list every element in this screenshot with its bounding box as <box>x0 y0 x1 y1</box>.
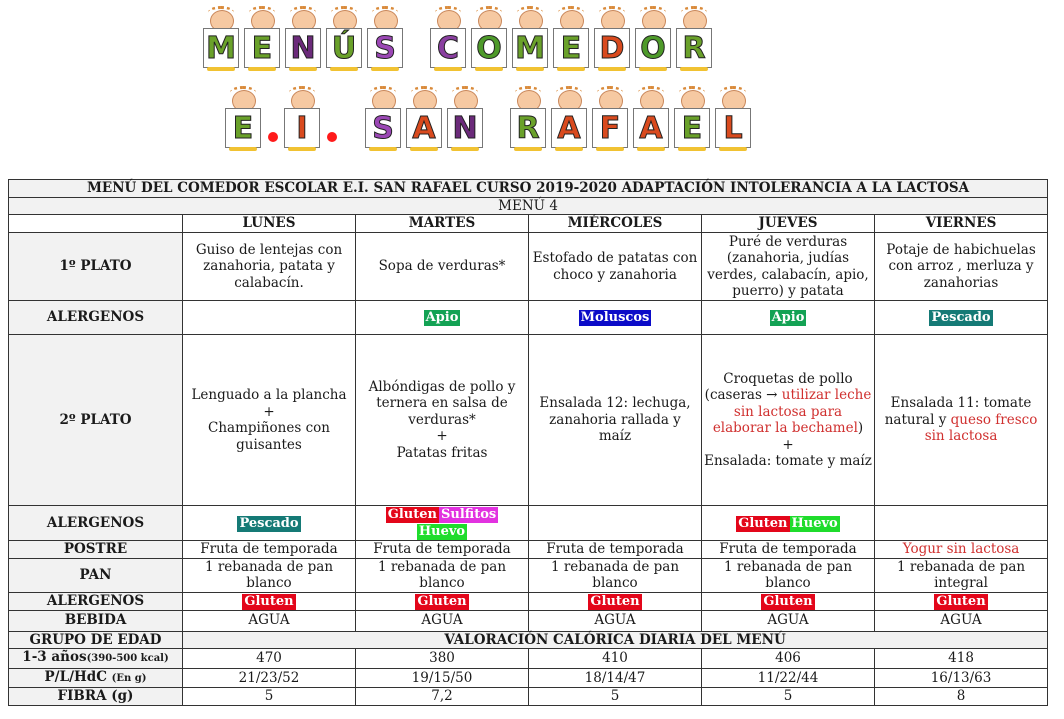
row-label-edad: 1-3 años(390-500 kcal) <box>9 649 183 669</box>
alergenos2-cell <box>702 506 875 541</box>
alergenos1-cell <box>356 301 529 335</box>
allergen-badge-gluten: Gluten <box>244 593 294 609</box>
row-label-bebida: BEBIDA <box>9 610 183 631</box>
red-dot-icon <box>268 132 278 142</box>
alergenos1-cell <box>183 301 356 335</box>
kcal-cell: 418 <box>875 649 1048 669</box>
macros-cell: 18/14/47 <box>529 668 702 688</box>
banner-line-ei-san-rafael <box>225 90 756 152</box>
banner-line-menus-comedor <box>203 10 717 72</box>
day-header-miercoles: MIÉRCOLES <box>529 215 702 233</box>
plato1-cell: Sopa de verduras* <box>356 233 529 301</box>
kid-sign-letter: R <box>676 10 712 72</box>
plato2-cell <box>356 335 529 506</box>
plus-sign: + <box>782 436 794 453</box>
kid-sign-letter: I <box>284 90 320 152</box>
alergenos1-cell <box>529 301 702 335</box>
alergenos3-cell <box>875 592 1048 610</box>
plus-sign: + <box>436 428 448 445</box>
row-label-alergenos: ALERGENOS <box>9 301 183 335</box>
allergen-badge-gluten: Gluten <box>417 593 467 609</box>
macros-cell: 11/22/44 <box>702 668 875 688</box>
macros-cell: 19/15/50 <box>356 668 529 688</box>
plus-sign: + <box>263 403 275 420</box>
allergen-badge-moluscos: Moluscos <box>580 310 650 325</box>
row-label-alergenos: ALERGENOS <box>9 506 183 541</box>
alergenos3-cell <box>183 592 356 610</box>
menu-number: MENÚ 4 <box>9 197 1048 215</box>
kid-sign-letter: C <box>430 10 466 72</box>
kid-sign-letter: A <box>633 90 669 152</box>
lactose-note: queso fresco sin lactosa <box>924 411 1038 445</box>
alergenos2-cell <box>529 506 702 541</box>
pan-cell: 1 rebanada de pan blanco <box>183 558 356 592</box>
allergen-badge-gluten: Gluten <box>738 515 788 531</box>
day-header-lunes: LUNES <box>183 215 356 233</box>
alergenos2-cell <box>183 506 356 541</box>
postre-cell: Fruta de temporada <box>529 541 702 559</box>
dish-text: Patatas fritas <box>396 444 488 461</box>
dish-text: Champiñones con guisantes <box>208 420 330 453</box>
row-label-plato2: 2º PLATO <box>9 335 183 506</box>
day-header-jueves: JUEVES <box>702 215 875 233</box>
fibra-cell: 8 <box>875 688 1048 706</box>
bebida-cell: AGUA <box>529 610 702 631</box>
alergenos1-cell <box>702 301 875 335</box>
plato2-cell <box>183 335 356 506</box>
red-dot-icon <box>327 132 337 142</box>
bebida-cell: AGUA <box>702 610 875 631</box>
corner-cell <box>9 215 183 233</box>
allergen-badge-apio: Apio <box>771 310 805 325</box>
fibra-cell: 5 <box>529 688 702 706</box>
kid-sign-letter: L <box>715 90 751 152</box>
alergenos2-cell <box>875 506 1048 541</box>
bebida-cell: AGUA <box>875 610 1048 631</box>
postre-cell: Fruta de temporada <box>702 541 875 559</box>
dish-text: Lenguado a la plancha <box>191 387 347 403</box>
kid-sign-letter: S <box>365 90 401 152</box>
kid-sign-letter: E <box>244 10 280 72</box>
kid-sign-letter: D <box>594 10 630 72</box>
dish-text: Ensalada 11: tomate natural y queso fresco sin lactosa <box>884 395 1038 445</box>
fibra-cell: 5 <box>702 688 875 706</box>
plato2-cell <box>702 335 875 506</box>
alergenos2-cell <box>356 506 529 541</box>
kid-sign-letter: N <box>447 90 483 152</box>
alergenos3-cell <box>529 592 702 610</box>
banner-menus-comedor <box>195 2 835 162</box>
lactose-note: utilizar leche sin lactosa para elaborar la bechamel <box>712 387 872 436</box>
row-label-pan: PAN <box>9 558 183 592</box>
allergen-badge-pescado: Pescado <box>931 310 991 325</box>
allergen-badge-gluten: Gluten <box>763 593 813 609</box>
pan-cell: 1 rebanada de pan blanco <box>356 558 529 592</box>
fibra-cell: 5 <box>183 688 356 706</box>
dish-text: Croquetas de pollo (caseras → utilizar leche sin lactosa para elaborar la bechamel) <box>704 370 872 436</box>
kcal-cell: 470 <box>183 649 356 669</box>
day-header-martes: MARTES <box>356 215 529 233</box>
alergenos3-cell <box>702 592 875 610</box>
allergen-badge-apio: Apio <box>425 310 459 325</box>
allergen-badge-sulfitos: Sulfitos <box>441 507 497 522</box>
allergen-badge-gluten: Gluten <box>936 593 986 609</box>
allergen-badge-huevo: Huevo <box>418 524 466 539</box>
bebida-cell: AGUA <box>183 610 356 631</box>
plato1-cell: Estofado de patatas con choco y zanahoria <box>529 233 702 301</box>
kid-sign-letter: M <box>512 10 548 72</box>
plato1-cell: Guiso de lentejas con zanahoria, patata y calabacín. <box>183 233 356 301</box>
bebida-cell: AGUA <box>356 610 529 631</box>
valoracion-title: VALORACIÓN CALÓRICA DIARIA DEL MENÚ <box>183 631 1048 649</box>
postre-cell: Fruta de temporada <box>356 541 529 559</box>
table-title: MENÚ DEL COMEDOR ESCOLAR E.I. SAN RAFAEL CURSO 2019-2020 ADAPTACIÓN INTOLERANCIA A LA LACTOSA <box>9 180 1048 198</box>
kid-sign-letter: E <box>225 90 261 152</box>
dish-text: Ensalada 12: lechuga, zanahoria rallada y maíz <box>539 395 691 445</box>
kid-sign-letter: R <box>510 90 546 152</box>
pan-cell: 1 rebanada de pan blanco <box>702 558 875 592</box>
kcal-cell: 410 <box>529 649 702 669</box>
postre-cell: Yogur sin lactosa <box>875 541 1048 559</box>
fibra-cell: 7,2 <box>356 688 529 706</box>
pan-cell: 1 rebanada de pan blanco <box>529 558 702 592</box>
kid-sign-letter: A <box>406 90 442 152</box>
menu-table <box>8 179 1048 706</box>
kid-sign-letter: S <box>367 10 403 72</box>
row-label-alergenos: ALERGENOS <box>9 592 183 610</box>
kid-sign-letter: O <box>635 10 671 72</box>
macros-cell: 16/13/63 <box>875 668 1048 688</box>
kid-sign-letter: Ú <box>326 10 362 72</box>
allergen-badge-huevo: Huevo <box>791 515 838 531</box>
day-header-viernes: VIERNES <box>875 215 1048 233</box>
kid-sign-letter: E <box>674 90 710 152</box>
allergen-badge-pescado: Pescado <box>239 515 299 531</box>
kid-sign-letter: O <box>471 10 507 72</box>
alergenos3-cell <box>356 592 529 610</box>
allergen-badge-gluten: Gluten <box>590 593 640 609</box>
plato1-cell: Potaje de habichuelas con arroz , merluza y zanahorias <box>875 233 1048 301</box>
plato2-cell <box>875 335 1048 506</box>
kid-sign-letter: E <box>553 10 589 72</box>
macros-cell: 21/23/52 <box>183 668 356 688</box>
kid-sign-letter: A <box>551 90 587 152</box>
plato1-cell: Puré de verduras (zanahoria, judías verdes, calabacín, apio, puerro) y patata <box>702 233 875 301</box>
dish-text: Ensalada: tomate y maíz <box>704 453 872 469</box>
dish-text: Albóndigas de pollo y ternera en salsa de verduras* <box>368 378 516 428</box>
row-label-postre: POSTRE <box>9 541 183 559</box>
row-label-grupo-edad: GRUPO DE EDAD <box>9 631 183 649</box>
alergenos1-cell <box>875 301 1048 335</box>
allergen-badge-gluten: Gluten <box>387 507 437 522</box>
plato2-cell <box>529 335 702 506</box>
postre-cell: Fruta de temporada <box>183 541 356 559</box>
row-label-fibra: FIBRA (g) <box>9 688 183 706</box>
kcal-cell: 380 <box>356 649 529 669</box>
kid-sign-letter: F <box>592 90 628 152</box>
kcal-cell: 406 <box>702 649 875 669</box>
kid-sign-letter: N <box>285 10 321 72</box>
row-label-macros: P/L/HdC (En g) <box>9 668 183 688</box>
row-label-plato1: 1º PLATO <box>9 233 183 301</box>
kid-sign-letter: M <box>203 10 239 72</box>
pan-cell: 1 rebanada de pan integral <box>875 558 1048 592</box>
